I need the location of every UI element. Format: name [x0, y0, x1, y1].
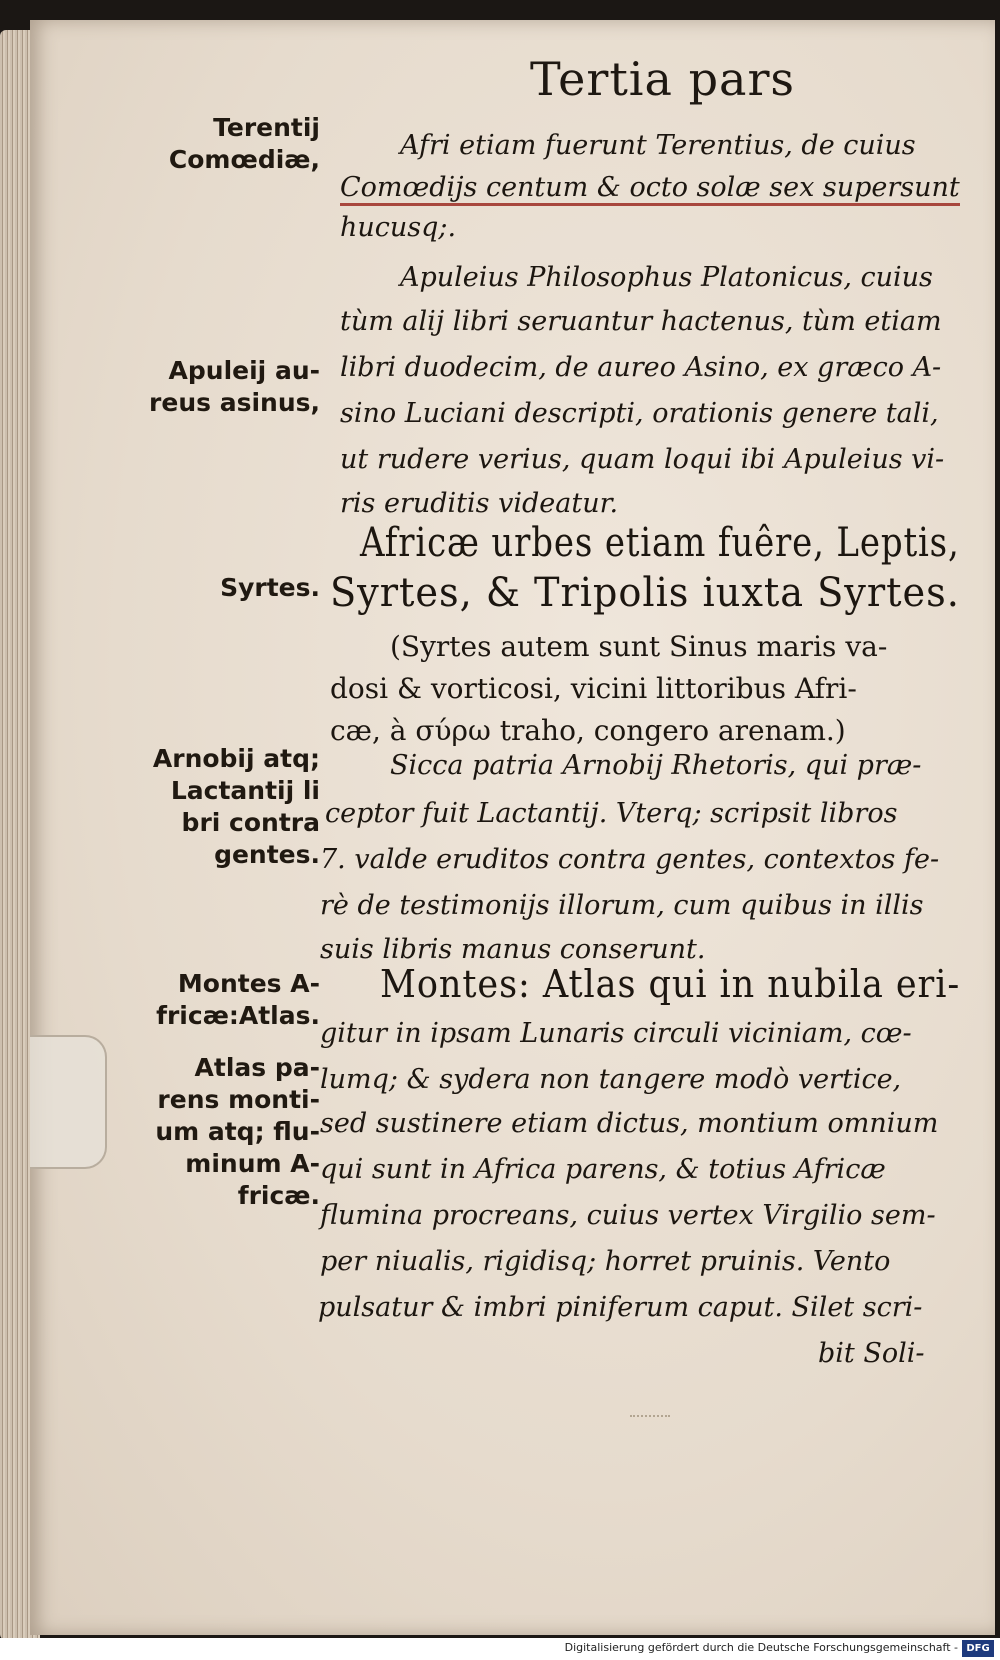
marginal-note-syrtes: [120, 572, 320, 604]
marginal-line: minum A-: [185, 1149, 320, 1178]
marginal-note-montes: [120, 968, 320, 1032]
marginal-note-terentius: [120, 112, 320, 176]
text-line: suis libris manus conserunt.: [320, 934, 706, 965]
catchword: bit Soli-: [818, 1338, 925, 1369]
text-line: lumq; & sydera non tangere modò vertice,: [320, 1064, 902, 1095]
marginal-line: um atq; flu-: [155, 1117, 320, 1146]
marginal-line: rens monti-: [157, 1085, 320, 1114]
text-line: hucusq;.: [340, 212, 457, 243]
text-line: sed sustinere etiam dictus, montium omnium: [320, 1108, 939, 1139]
footer-bar: [0, 1638, 1000, 1660]
text-line: Montes: Atlas qui in nubila eri-: [380, 962, 961, 1006]
marginal-line: bri contra: [181, 808, 320, 837]
marginal-line: Atlas pa-: [194, 1053, 320, 1082]
marginal-line: Montes A-: [177, 969, 320, 998]
text-line: ceptor fuit Lactantij. Vterq; scripsit libros: [325, 798, 898, 829]
marginal-line: Terentij: [213, 113, 320, 142]
text-line: flumina procreans, cuius vertex Virgilio sem-: [320, 1200, 936, 1231]
text-line: Syrtes, & Tripolis iuxta Syrtes.: [330, 570, 960, 616]
marginal-line: reus asinus,: [149, 388, 320, 417]
text-line: Africæ urbes etiam fuêre, Leptis,: [360, 520, 960, 566]
dfg-logo: DFG: [962, 1640, 994, 1657]
text-line: (Syrtes autem sunt Sinus maris va-: [390, 630, 888, 663]
text-line: ut rudere verius, quam loqui ibi Apuleius vi-: [340, 444, 945, 475]
marginal-line: Comœdiæ,: [168, 145, 320, 174]
text-line: ris eruditis videatur.: [340, 488, 619, 519]
marginal-line: fricæ.: [237, 1181, 320, 1210]
marginal-line: Apuleij au-: [168, 356, 320, 385]
text-line: qui sunt in Africa parens, & totius Africæ: [320, 1154, 886, 1185]
text-line: cæ, à σύρω traho, congero arenam.): [330, 714, 846, 747]
text-line: Apuleius Philosophus Platonicus, cuius: [400, 262, 933, 293]
text-line: gitur in ipsam Lunaris circuli viciniam, cœ-: [320, 1018, 912, 1049]
text-line: libri duodecim, de aureo Asino, ex græco A-: [340, 352, 942, 383]
footer-credit: Digitalisierung gefördert durch die Deutsche Forschungsgemeinschaft -: [564, 1641, 958, 1654]
marginal-line: Syrtes.: [220, 573, 320, 602]
marginal-note-atlas: [120, 1052, 320, 1212]
page-clip: [30, 1035, 107, 1169]
marginal-note-arnobius: [120, 743, 320, 871]
text-line: Afri etiam fuerunt Terentius, de cuius: [400, 130, 916, 161]
text-line: Comœdijs centum & octo solæ sex supersunt: [340, 172, 960, 206]
marginal-line: gentes.: [214, 840, 320, 869]
text-line: pulsatur & imbri piniferum caput. Silet scri-: [318, 1292, 923, 1323]
text-line: 7. valde eruditos contra gentes, contextos fe-: [320, 844, 940, 875]
marginal-line: Lactantij li: [170, 776, 320, 805]
marginal-note-apuleius: [120, 355, 320, 419]
text-line: dosi & vorticosi, vicini littoribus Afri-: [330, 672, 857, 705]
text-line: rè de testimonijs illorum, cum quibus in illis: [320, 890, 924, 921]
running-head: Tertia pars: [530, 52, 796, 106]
text-line: per niualis, rigidisq; horret pruinis. Vento: [320, 1246, 891, 1277]
text-line: tùm alij libri seruantur hactenus, tùm etiam: [340, 306, 942, 337]
text-line: Sicca patria Arnobij Rhetoris, qui præ-: [390, 750, 922, 781]
stain-mark: [630, 1415, 670, 1423]
text-line: sino Luciani descripti, orationis genere tali,: [340, 398, 939, 429]
marginal-line: fricæ:Atlas.: [156, 1001, 320, 1030]
marginal-line: Arnobij atq;: [152, 744, 320, 773]
